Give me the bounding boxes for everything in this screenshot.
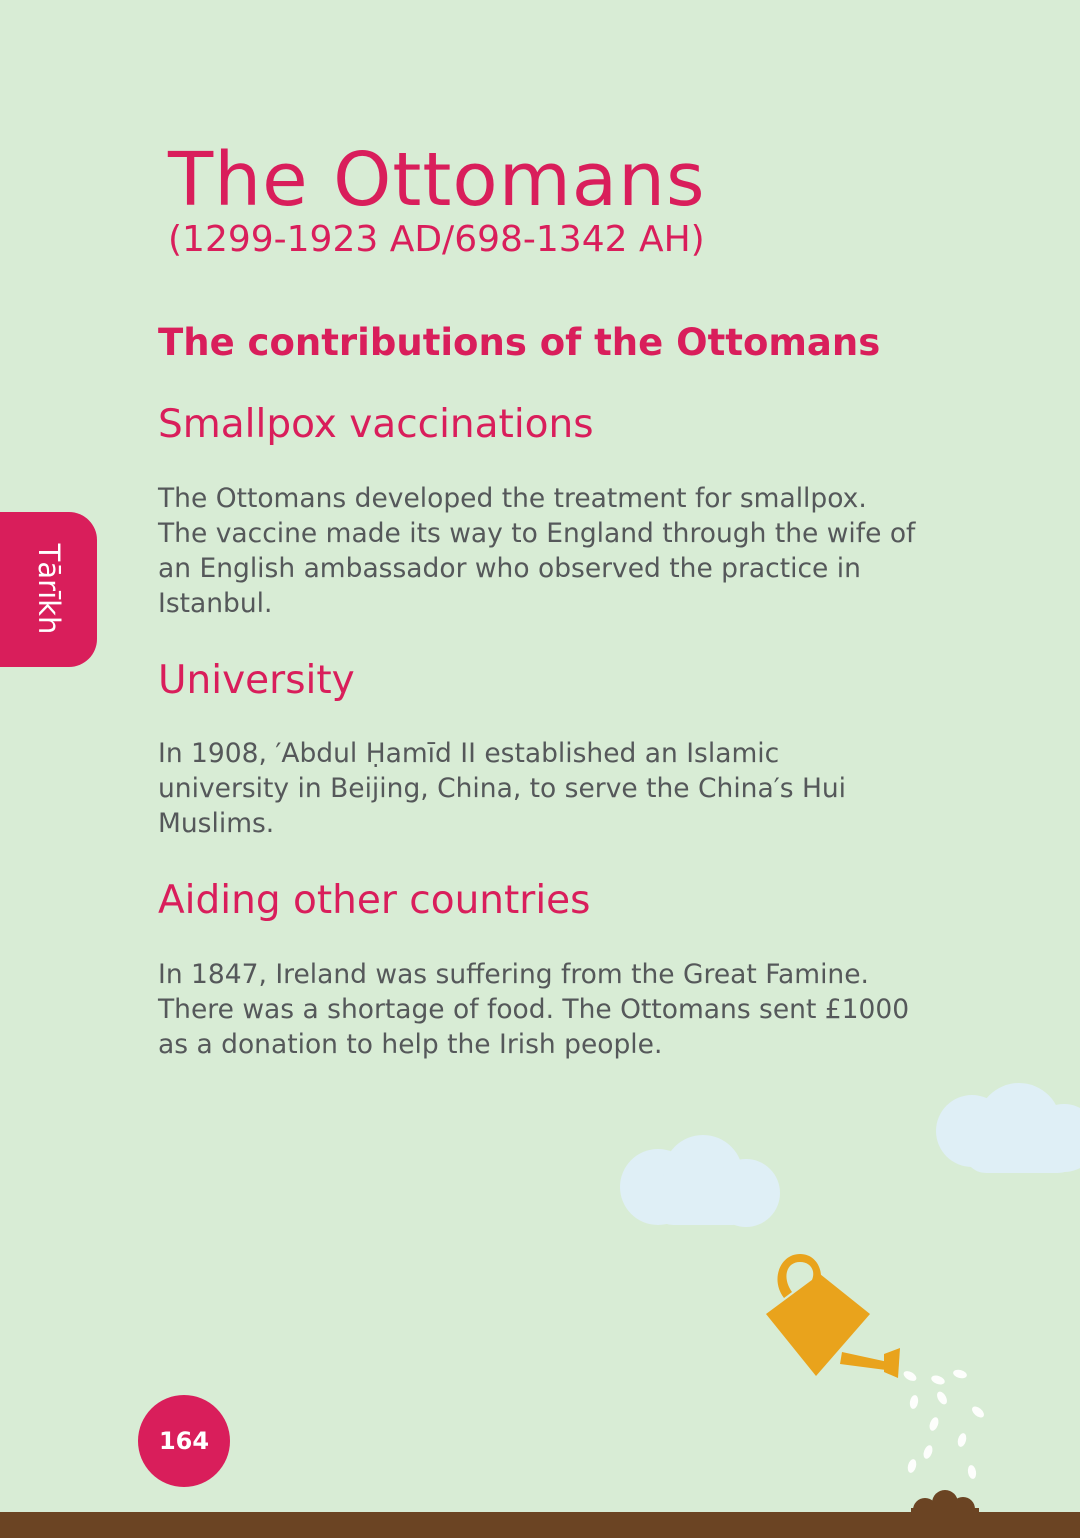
water-drops-icon [900, 1368, 990, 1488]
side-tab-label: Tārīkh [32, 543, 66, 635]
topic-heading-university: University [158, 658, 355, 703]
watering-can-icon [762, 1250, 907, 1385]
ground-strip [0, 1512, 1080, 1538]
topic-heading-aiding: Aiding other countries [158, 878, 591, 923]
cloud-icon [618, 1135, 783, 1230]
topic-text-smallpox: The Ottomans developed the treatment for smallpox. The vaccine made its way to England through the wife of an English ambassador who observed the practice in Istanbul. [158, 483, 916, 619]
section-heading: The contributions of the Ottomans [158, 321, 881, 364]
topic-text-aiding: In 1847, Ireland was suffering from the Great Famine. There was a shortage of food. The Ottomans sent £1000 as a donation to help the Irish people. [158, 959, 910, 1060]
cloud-icon [934, 1083, 1080, 1183]
page-subtitle: (1299-1923 AD/698-1342 AH) [168, 219, 705, 260]
page-number: 164 [138, 1395, 230, 1487]
page-title: The Ottomans [168, 137, 706, 223]
topic-text-university: In 1908, ′Abdul Ḥamīd II established an Islamic university in Beijing, China, to serve the China′s Hui Muslims. [158, 738, 847, 839]
topic-heading-smallpox: Smallpox vaccinations [158, 402, 594, 447]
